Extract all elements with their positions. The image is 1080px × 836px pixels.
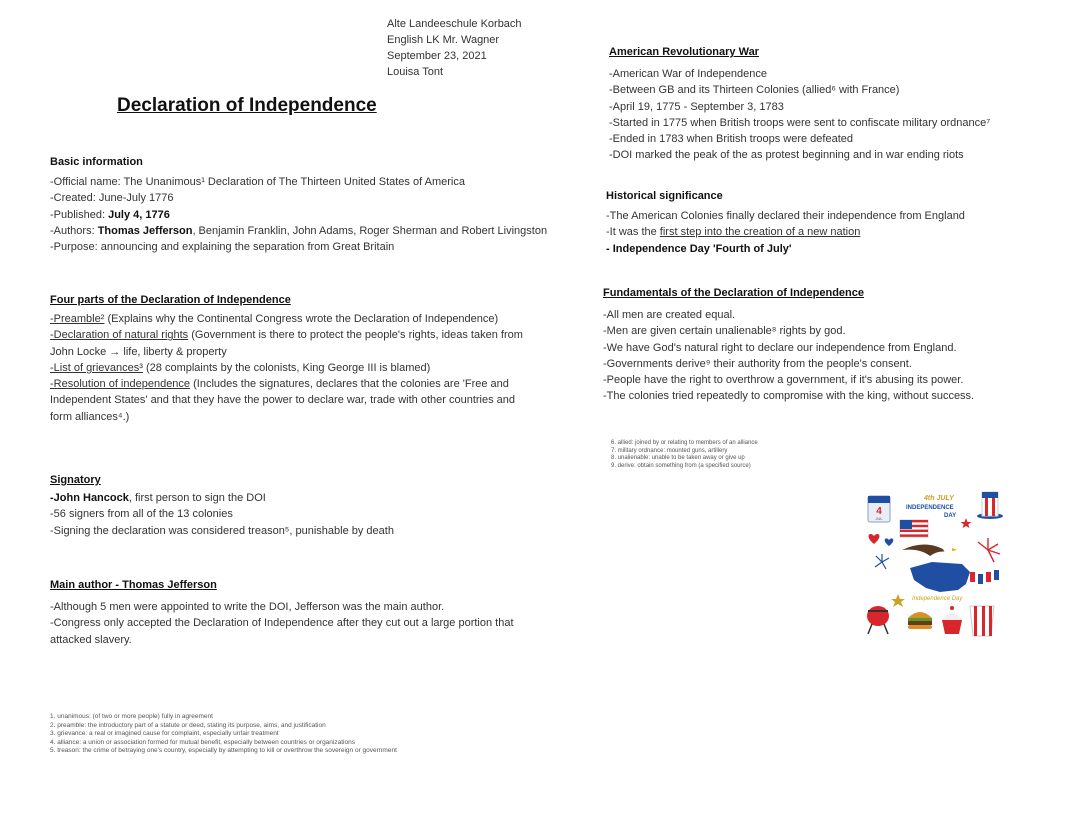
calendar-month: JUL xyxy=(875,516,883,521)
course-name: English LK Mr. Wagner xyxy=(387,34,500,46)
fundamentals-line-5: -People have the right to overthrow a government, if it's abusing its power. xyxy=(603,374,964,387)
purpose-line: -Purpose: announcing and explaining the separation from Great Britain xyxy=(50,241,395,254)
war-line-3: -April 19, 1775 - September 3, 1783 xyxy=(609,100,784,113)
signatory-section xyxy=(50,474,410,539)
grill-icon xyxy=(867,606,889,634)
us-map-icon xyxy=(910,562,970,592)
authors-line: -Authors: Thomas Jefferson, Benjamin Franklin, John Adams, Roger Sherman and Robert Livingston xyxy=(50,224,548,237)
basic-information-section xyxy=(50,156,550,255)
created-line: -Created: June-July 1776 xyxy=(50,192,174,205)
part-resolution: -Resolution of independence (Includes the signatures, declares that the colonies are 'Free and Independent States' and that they have the power to declare war, trade with other countries and form alliances⁴.) xyxy=(50,378,516,423)
signatory-treason: -Signing the declaration was considered treason⁵, punishable by death xyxy=(50,524,394,537)
fundamentals-line-4: -Governments derive⁹ their authority from the people's consent. xyxy=(603,357,912,370)
footnotes xyxy=(50,713,397,756)
footnote-item: 2. preamble: the introductory part of a statute or deed, stating its purpose, aims, and justification xyxy=(50,721,326,729)
page-title: Declaration of Independence xyxy=(117,95,377,116)
popcorn-bucket-icon xyxy=(970,606,994,636)
signatory-count: -56 signers from all of the 13 colonies xyxy=(50,508,233,521)
independence-day-illustration xyxy=(862,488,1012,643)
footnote-item: 7. military ordnance: mounted guns, artillery xyxy=(611,447,728,454)
main-author-line-1: -Although 5 men were appointed to write the DOI, Jefferson was the main author. xyxy=(50,601,445,613)
document-date: September 23, 2021 xyxy=(387,50,487,62)
calendar-day: 4 xyxy=(876,506,882,517)
fundamentals-heading: Fundamentals of the Declaration of Independence xyxy=(603,287,864,299)
war-line-4: -Started in 1775 when British troops were sent to confiscate military ordnance⁷ xyxy=(609,116,991,129)
historical-line-2: -It was the first step into the creation of a new nation xyxy=(606,226,861,239)
script-text: Independence Day xyxy=(912,596,963,602)
school-name: Alte Landeeschule Korbach xyxy=(387,18,522,30)
published-line: -Published: July 4, 1776 xyxy=(50,208,170,221)
historical-significance-section xyxy=(606,190,1046,257)
fireworks-icon xyxy=(875,554,889,569)
burger-icon xyxy=(908,612,932,629)
us-flag-icon xyxy=(900,520,928,537)
fundamentals-line-2: -Men are given certain unalienable⁸ rights by god. xyxy=(603,325,846,338)
heart-icon xyxy=(885,538,894,546)
main-author-line-2: -Congress only accepted the Declaration of Independence after they cut out a large portion that attacked slavery. xyxy=(50,617,514,646)
footnote-item: 5. treason: the crime of betraying one's country, especially by attempting to kill or overthrow the sovereign or government xyxy=(50,747,397,755)
four-parts-heading: Four parts of the Declaration of Independence xyxy=(50,294,291,306)
author-name: Louisa Tont xyxy=(387,66,444,78)
calendar-icon xyxy=(868,496,890,522)
right-footnotes xyxy=(611,440,758,470)
fireworks-icon xyxy=(978,538,1000,562)
historical-line-1: -The American Colonies finally declared their independence from England xyxy=(606,210,965,222)
historical-significance-heading: Historical significance xyxy=(606,190,723,202)
historical-line-3: - Independence Day 'Fourth of July' xyxy=(606,242,792,255)
illustration-line-3: DAY xyxy=(944,513,957,519)
revolutionary-war-section xyxy=(609,46,1049,164)
fundamentals-line-1: -All men are created equal. xyxy=(603,309,736,321)
part-preamble: -Preamble² (Explains why the Continental Congress wrote the Declaration of Independence) xyxy=(50,313,499,325)
fundamentals-section xyxy=(603,287,1043,405)
main-author-name: Thomas Jefferson xyxy=(97,224,193,237)
star-icon xyxy=(961,518,972,528)
footnote-item: 4. alliance: a union or association formed for mutual benefit, especially between countries or organizations xyxy=(50,738,355,746)
part-natural-rights: -Declaration of natural rights (Government is there to protect the people's rights, ideas taken from John Locke → life, liberty & property xyxy=(50,329,523,358)
footnote-item: 9. derive: obtain something from (a specified source) xyxy=(611,462,751,469)
main-author-section xyxy=(50,579,520,648)
document-header xyxy=(387,16,522,80)
war-line-1: -American War of Independence xyxy=(609,68,767,80)
illustration-line-2: INDEPENDENCE xyxy=(906,505,954,511)
war-line-6: -DOI marked the peak of the as protest beginning and in war ending riots xyxy=(609,149,964,162)
heart-icon xyxy=(869,534,880,544)
war-line-5: -Ended in 1783 when British troops were defeated xyxy=(609,133,853,146)
star-icon xyxy=(891,594,905,607)
cupcake-icon xyxy=(942,606,962,634)
published-date: July 4, 1776 xyxy=(108,208,170,221)
revolutionary-war-heading: American Revolutionary War xyxy=(609,46,759,58)
footnote-item: 6. allied: joined by or relating to members of an alliance xyxy=(611,440,758,446)
fundamentals-line-3: -We have God's natural right to declare our independence from England. xyxy=(603,341,957,354)
war-line-2: -Between GB and its Thirteen Colonies (allied⁶ with France) xyxy=(609,84,900,97)
four-parts-section xyxy=(50,294,538,425)
hanging-flags-icon xyxy=(970,570,999,584)
illustration-line-1: 4th JULY xyxy=(924,495,954,502)
top-hat-icon xyxy=(977,492,1003,519)
signatory-heading: Signatory xyxy=(50,474,101,486)
main-author-heading: Main author - Thomas Jefferson xyxy=(50,579,217,591)
official-name-line: -Official name: The Unanimous¹ Declaration of The Thirteen United States of America xyxy=(50,176,465,188)
eagle-icon xyxy=(902,543,957,556)
part-grievances: -List of grievances³ (28 complaints by the colonists, King George III is blamed) xyxy=(50,361,431,374)
footnote-item: 3. grievance: a real or imagined cause for complaint, especially unfair treatment xyxy=(50,730,279,738)
basic-information-heading: Basic information xyxy=(50,156,143,168)
footnote-item: 8. unalienable: unable to be taken away or give up xyxy=(611,455,745,462)
fundamentals-line-6: -The colonies tried repeatedly to compromise with the king, without success. xyxy=(603,390,975,403)
footnote-item: 1. unanimous: (of two or more people) fully in agreement xyxy=(50,713,213,720)
signatory-hancock: -John Hancock, first person to sign the DOI xyxy=(50,492,266,504)
